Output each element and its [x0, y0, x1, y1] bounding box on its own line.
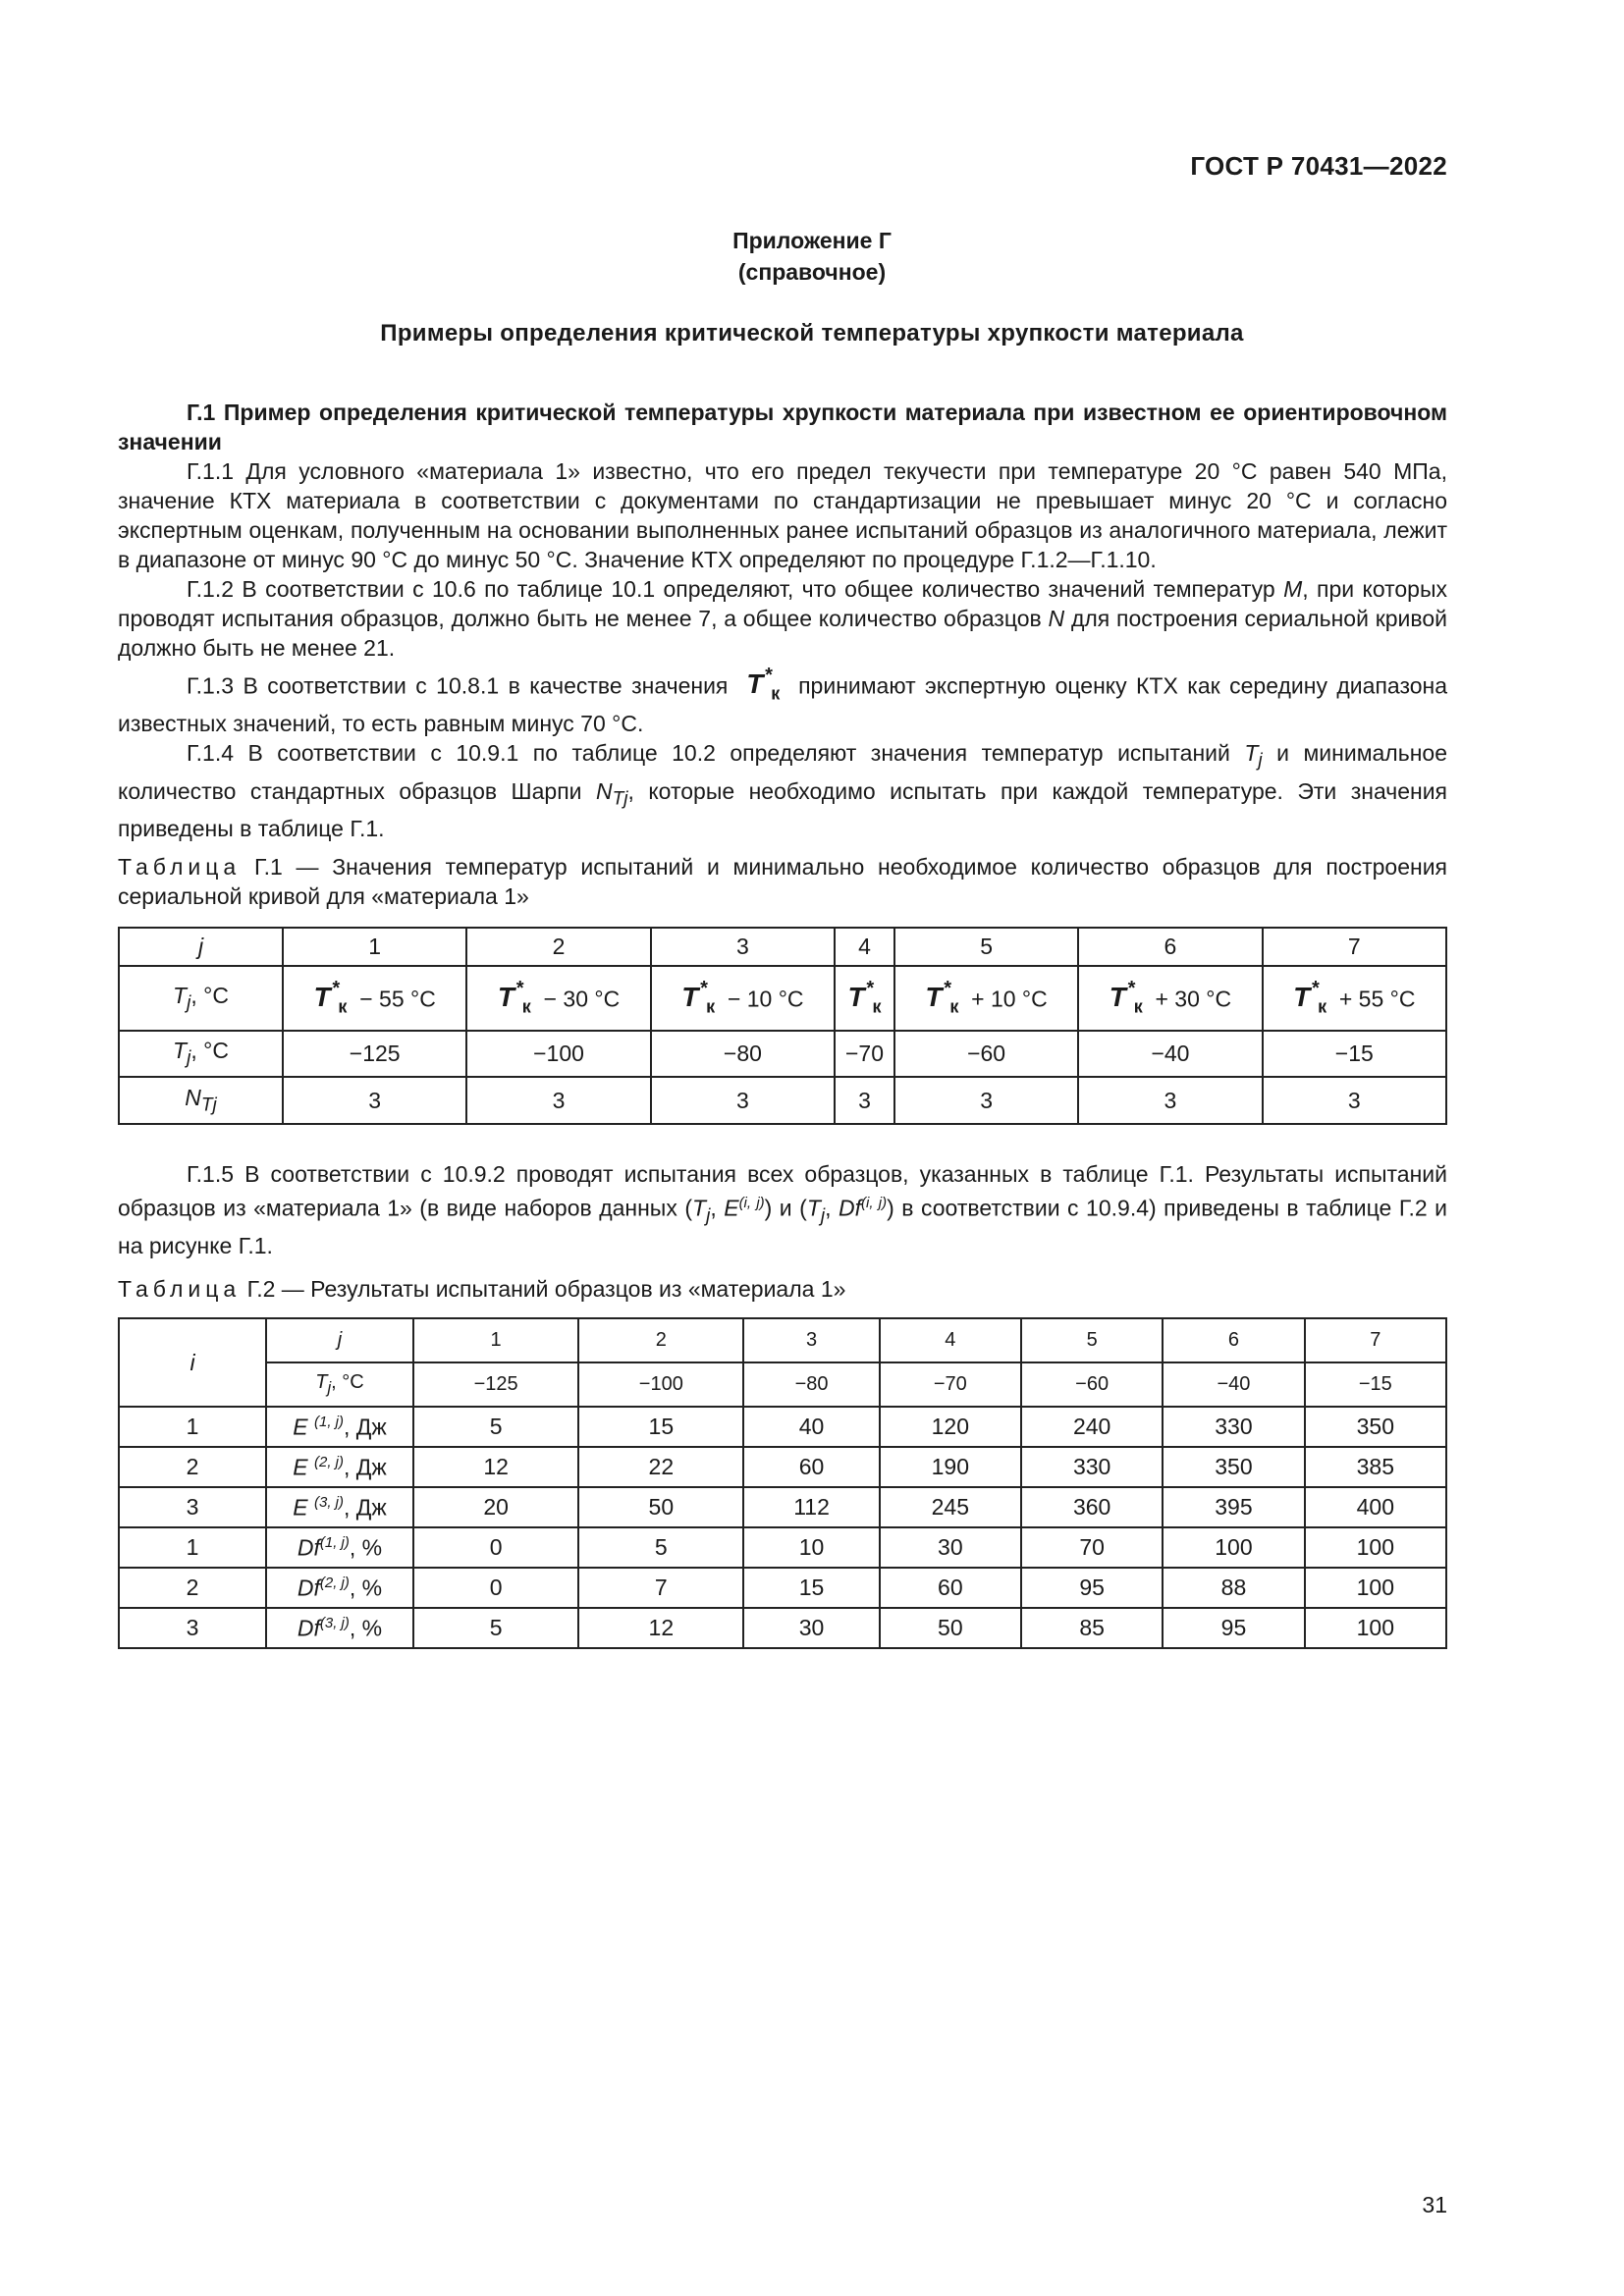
table-cell: 3: [1078, 1077, 1262, 1124]
table-cell: −40: [1163, 1362, 1304, 1407]
table-cell: 330: [1021, 1447, 1163, 1487]
table-g2: [118, 1317, 1447, 1649]
table-row: [119, 1487, 1446, 1527]
table-cell: −80: [743, 1362, 879, 1407]
table-cell: $T^*_к - 30$ °C: [466, 966, 650, 1031]
table-cell: 15: [743, 1568, 879, 1608]
table-cell: 1: [119, 1527, 266, 1568]
table-cell: 70: [1021, 1527, 1163, 1568]
table-cell: 3: [1263, 1077, 1446, 1124]
table-cell: −15: [1305, 1362, 1446, 1407]
table-cell: −15: [1263, 1031, 1446, 1077]
table-cell: Df$^{(3, j)}$, %: [266, 1608, 413, 1648]
table-cell: 120: [880, 1407, 1021, 1447]
table-cell: $T^*_к + 30$ °C: [1078, 966, 1262, 1031]
paragraph-g-1-4: Г.1.4 В соответствии с 10.9.1 по таблице 10.2 определяют значения температур испытаний $T_j$ и минимальное количество стандартных образцов Шарпи $N_{Tj}$, которые необходимо испытать при каждой температуре. Эти значения приведены в таблице Г.1.: [118, 739, 1448, 842]
table-cell: 2: [119, 1568, 266, 1608]
table-row: [119, 1608, 1446, 1648]
table-cell: E $^{(3, j)}$, Дж: [266, 1487, 413, 1527]
table-cell: 30: [880, 1527, 1021, 1568]
header-tj: $T_j$, °C: [119, 1031, 283, 1077]
table-cell: 3: [651, 928, 835, 966]
table-cell: 100: [1305, 1608, 1446, 1648]
table-cell: 3: [466, 1077, 650, 1124]
table-cell: 350: [1163, 1447, 1304, 1487]
section-heading: Г.1 Пример определения критической температуры хрупкости материала при известном ее ориентировочном значении: [118, 400, 1447, 454]
table-cell: 2: [119, 1447, 266, 1487]
paragraph-g-1-1: Г.1.1 Для условного «материала 1» известно, что его предел текучести при температуре 20 °C равен 540 МПа, значение КТХ материала в соответствии с документами по стандартизации не превышает минус 20 °C и согласно экспертным оценкам, полученным на основании выполненных ранее испытаний образцов из аналогичного материала, лежит в диапазоне от минус 90 °C до минус 50 °C. Значение КТХ определяют по процедуре Г.1.2—Г.1.10.: [118, 458, 1447, 572]
table-cell: 7: [578, 1568, 743, 1608]
appendix-title: Приложение Г: [732, 228, 892, 253]
main-title: Примеры определения критической температуры хрупкости материала: [380, 320, 1244, 347]
table-cell: 88: [1163, 1568, 1304, 1608]
table-cell: 3: [651, 1077, 835, 1124]
table-cell: 3: [835, 1077, 894, 1124]
table-row: [119, 928, 1446, 966]
table-cell: 7: [1305, 1318, 1446, 1362]
table-cell: 50: [880, 1608, 1021, 1648]
table-row: [119, 1568, 1446, 1608]
table-cell: 2: [466, 928, 650, 966]
table-cell: $T^*_к + 10$ °C: [894, 966, 1078, 1031]
table-row: [119, 1031, 1446, 1077]
table-cell: 100: [1305, 1527, 1446, 1568]
table-cell: $T^*_к$: [835, 966, 894, 1031]
table-cell: E $^{(1, j)}$, Дж: [266, 1407, 413, 1447]
table-cell: −60: [894, 1031, 1078, 1077]
table-cell: 3: [894, 1077, 1078, 1124]
table-cell: 3: [743, 1318, 879, 1362]
standard-designation: ГОСТ Р 70431—2022: [1190, 151, 1447, 181]
table-cell: 60: [880, 1568, 1021, 1608]
table-cell: $T^*_к - 10$ °C: [651, 966, 835, 1031]
table-cell: 0: [413, 1527, 578, 1568]
table-cell: 3: [119, 1608, 266, 1648]
header-ntj: $N_{Tj}$: [119, 1077, 283, 1124]
table-cell: 395: [1163, 1487, 1304, 1527]
table-cell: −80: [651, 1031, 835, 1077]
header-tj: $T_j$, °C: [266, 1362, 413, 1407]
table-cell: −100: [466, 1031, 650, 1077]
table-cell: 20: [413, 1487, 578, 1527]
table-row: [119, 1362, 1446, 1407]
table-row: [119, 1077, 1446, 1124]
table-cell: 100: [1305, 1568, 1446, 1608]
table-cell: 6: [1078, 928, 1262, 966]
table-row: [119, 1318, 1446, 1362]
table-cell: 5: [894, 928, 1078, 966]
table1-caption: Таблица Г.1 — Значения температур испытаний и минимально необходимое количество образцов для построения сериальной кривой для «материала 1»: [118, 854, 1448, 909]
table-cell: −70: [880, 1362, 1021, 1407]
table-cell: 385: [1305, 1447, 1446, 1487]
table-cell: 112: [743, 1487, 879, 1527]
table-cell: 1: [119, 1407, 266, 1447]
table-cell: 15: [578, 1407, 743, 1447]
appendix-subtitle: (справочное): [737, 259, 887, 285]
table-cell: 0: [413, 1568, 578, 1608]
paragraph-g-1-3: Г.1.3 В соответствии с 10.8.1 в качестве значения $T^*_к$ принимают экспертную оценку КТХ как середину диапазона известных значений, то есть равным минус 70 °C.: [118, 665, 1448, 736]
table-row: [119, 966, 1446, 1031]
table-cell: 5: [413, 1407, 578, 1447]
table-cell: 40: [743, 1407, 879, 1447]
table-cell: 190: [880, 1447, 1021, 1487]
table-cell: 6: [1163, 1318, 1304, 1362]
table-cell: 10: [743, 1527, 879, 1568]
table-cell: 245: [880, 1487, 1021, 1527]
header-j: j: [266, 1318, 413, 1362]
table-cell: 3: [119, 1487, 266, 1527]
table-cell: 60: [743, 1447, 879, 1487]
table-cell: 7: [1263, 928, 1446, 966]
header-i: i: [119, 1318, 266, 1407]
table-cell: −100: [578, 1362, 743, 1407]
table-cell: 360: [1021, 1487, 1163, 1527]
table-cell: 100: [1163, 1527, 1304, 1568]
table-cell: 5: [578, 1527, 743, 1568]
table2-caption: Таблица Г.2 — Результаты испытаний образцов из «материала 1»: [118, 1276, 846, 1302]
table-cell: 95: [1163, 1608, 1304, 1648]
table-cell: $T^*_к - 55$ °C: [283, 966, 466, 1031]
table-cell: −125: [283, 1031, 466, 1077]
section-body: [118, 398, 1447, 843]
table-cell: 3: [283, 1077, 466, 1124]
table-cell: −60: [1021, 1362, 1163, 1407]
table-cell: 22: [578, 1447, 743, 1487]
table-cell: Df$^{(2, j)}$, %: [266, 1568, 413, 1608]
table-cell: −40: [1078, 1031, 1262, 1077]
table-cell: 85: [1021, 1608, 1163, 1648]
table-cell: 1: [283, 928, 466, 966]
table-row: [119, 1527, 1446, 1568]
table-cell: 2: [578, 1318, 743, 1362]
table-g1: [118, 927, 1447, 1125]
table-cell: 240: [1021, 1407, 1163, 1447]
table-cell: $T^*_к + 55$ °C: [1263, 966, 1446, 1031]
table-cell: 1: [413, 1318, 578, 1362]
table-cell: Df$^{(1, j)}$, %: [266, 1527, 413, 1568]
header-j: j: [119, 928, 283, 966]
table-cell: 12: [578, 1608, 743, 1648]
table-cell: 4: [880, 1318, 1021, 1362]
table-cell: 400: [1305, 1487, 1446, 1527]
tk-star-symbol: $T^*_к$: [746, 665, 781, 704]
table-cell: 30: [743, 1608, 879, 1648]
table-cell: 330: [1163, 1407, 1304, 1447]
table-cell: 95: [1021, 1568, 1163, 1608]
table-cell: −70: [835, 1031, 894, 1077]
table-row: [119, 1447, 1446, 1487]
paragraph-g-1-5: Г.1.5 В соответствии с 10.9.2 проводят испытания всех образцов, указанных в таблице Г.1. Результаты испытаний образцов из «материала 1» (в виде наборов данных ($T_j$, E$^{(i, j)}$) и ($T_j$, Df$^{(i, j)}$) в соответствии с 10.9.4) приведены в таблице Г.2 и на рисунке Г.1.: [118, 1161, 1447, 1259]
table-cell: E $^{(2, j)}$, Дж: [266, 1447, 413, 1487]
table-cell: 50: [578, 1487, 743, 1527]
paragraph-g-1-2: Г.1.2 В соответствии с 10.6 по таблице 10.1 определяют, что общее количество значений температур M, при которых проводят испытания образцов, должно быть не менее 7, а общее количество образцов N для построения сериальной кривой должно быть не менее 21.: [118, 576, 1447, 661]
table-cell: 4: [835, 928, 894, 966]
table-cell: 12: [413, 1447, 578, 1487]
table-cell: 5: [413, 1608, 578, 1648]
header-tj: $T_j$, °C: [119, 966, 283, 1031]
table-cell: 350: [1305, 1407, 1446, 1447]
table-cell: 5: [1021, 1318, 1163, 1362]
table-cell: −125: [413, 1362, 578, 1407]
page-number: 31: [1422, 2192, 1447, 2217]
table-row: [119, 1407, 1446, 1447]
